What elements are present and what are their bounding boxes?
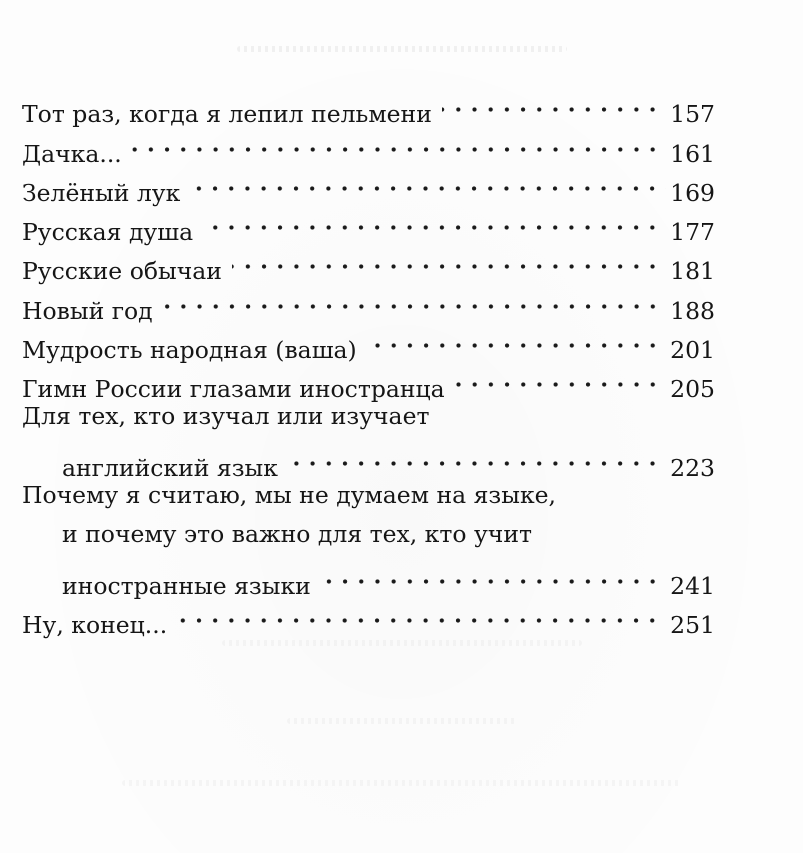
toc-page-number: 251 <box>670 611 715 640</box>
bleed-through-line <box>287 718 517 724</box>
toc-page-number: 157 <box>670 100 715 129</box>
toc-page-number: 161 <box>670 139 715 168</box>
dot-leader <box>132 122 666 161</box>
toc-entry-title: Мудрость народная (ваша) <box>22 336 357 365</box>
toc-line <box>22 476 715 515</box>
toc-entry-title-continued: иностранные языки <box>62 571 311 600</box>
toc-entry-title: Русская душа <box>22 218 194 247</box>
dot-leader <box>455 358 666 397</box>
toc-entry <box>22 162 715 207</box>
dot-leader <box>190 162 666 201</box>
toc-line-continued <box>22 437 715 482</box>
toc-entry-title: Ну, конец... <box>22 611 168 640</box>
dot-leader <box>177 594 666 633</box>
toc-page-number: 201 <box>670 336 715 365</box>
toc-entry-title-continued: английский язык <box>62 453 278 482</box>
toc-entry-title: Для тех, кто изучал или изучает <box>22 402 430 431</box>
bleed-through-line <box>222 640 582 646</box>
toc-entry-title: Почему я считаю, мы не думаем на языке, <box>22 480 557 509</box>
dot-leader <box>321 555 666 594</box>
dot-leader <box>203 201 666 240</box>
toc-line-continued <box>22 555 715 600</box>
toc-page-number: 241 <box>670 571 715 600</box>
toc-entry-title: Дачка... <box>22 139 122 168</box>
toc-line-continued <box>22 515 715 554</box>
toc-entry-title: Тот раз, когда я лепил пельмени <box>22 100 432 129</box>
toc-line <box>22 397 715 436</box>
toc-entry <box>22 476 715 600</box>
toc-page-number: 177 <box>670 218 715 247</box>
dot-leader <box>232 240 666 279</box>
dot-leader <box>288 437 666 476</box>
toc-entry-title: Новый год <box>22 296 153 325</box>
toc-page-number: 205 <box>670 375 715 404</box>
toc-entry-title: Зелёный лук <box>22 178 181 207</box>
toc-entry-title: Гимн России глазами иностранца <box>22 375 445 404</box>
toc-page-number: 169 <box>670 178 715 207</box>
toc-entry <box>22 83 715 129</box>
toc-entry <box>22 397 715 482</box>
toc-line <box>22 83 715 129</box>
dot-leader <box>442 83 666 122</box>
dot-leader <box>367 319 666 358</box>
dot-leader <box>163 279 667 318</box>
toc-line <box>22 162 715 207</box>
bleed-through-line <box>237 46 567 52</box>
toc-entry-title: Русские обычаи <box>22 257 222 286</box>
toc-page-number: 181 <box>670 257 715 286</box>
toc-page-number: 223 <box>670 453 715 482</box>
table-of-contents <box>22 83 715 640</box>
toc-page-number: 188 <box>670 296 715 325</box>
bleed-through-line <box>122 780 682 786</box>
toc-entry-title-continued: и почему это важно для тех, кто учит <box>62 520 533 549</box>
